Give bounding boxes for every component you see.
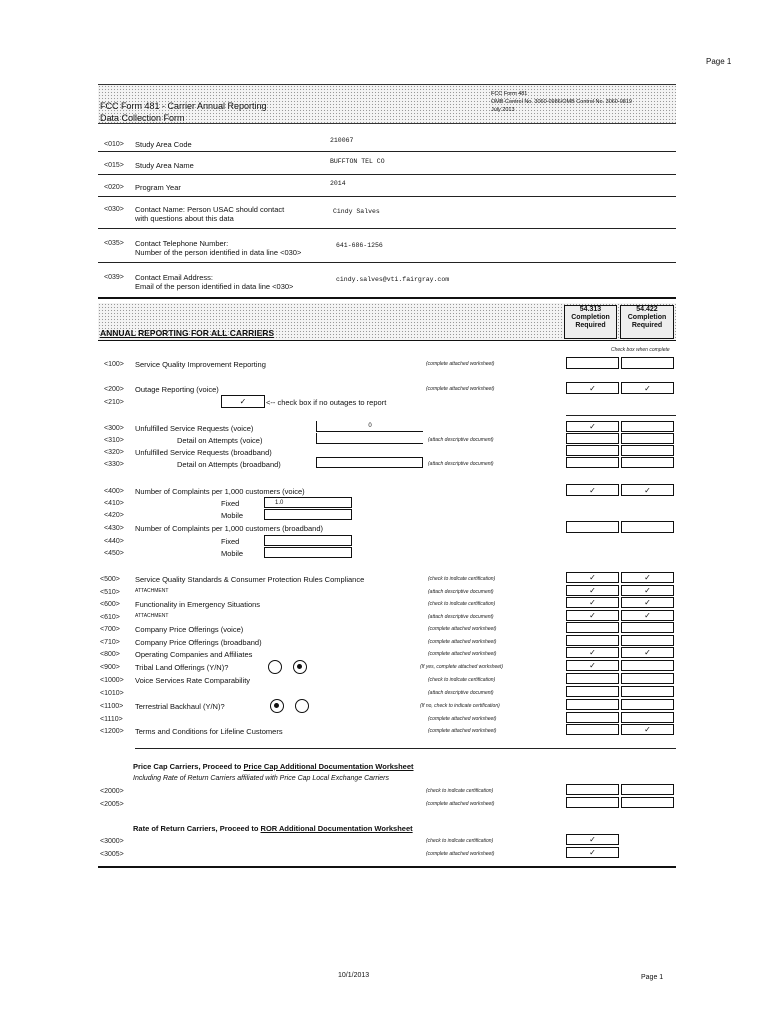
annual-reporting-title: ANNUAL REPORTING FOR ALL CARRIERS [100,328,275,338]
contact-phone-value[interactable]: 641-686-1256 [336,242,383,249]
pricecap-heading [133,763,414,771]
line-label: Company Price Offerings (voice) [135,625,244,634]
checkbox-700-54422-disabled [621,622,674,633]
checkbox-200-54313[interactable] [566,382,619,394]
check-icon: ✓ [644,725,651,734]
line-note: (complete attached worksheet) [428,626,497,632]
line-note: (complete attached worksheet) [428,639,497,645]
line-label: Company Price Offerings (broadband) [135,638,262,647]
backhaul-no-radio[interactable] [295,699,309,713]
checkbox-100-54313[interactable] [566,357,619,369]
unfulfilled-voice-value: 0 [368,423,372,429]
no-outages-checkbox[interactable] [221,395,265,408]
line-code: <1010> [100,690,124,697]
checkbox-2005-54313[interactable] [566,797,619,808]
line-note: (attach descriptive document) [428,614,494,620]
complaints-broadband-fixed-input[interactable] [264,535,352,546]
checkbox-500-54313[interactable] [566,572,619,583]
line-code: <310> [104,437,124,444]
study-area-code-value[interactable]: 210067 [330,137,354,144]
checkbox-1100-54422-disabled [621,699,674,710]
line-code: <600> [100,601,120,608]
program-year-value[interactable]: 2014 [330,180,346,187]
annual-reporting-header [98,303,676,341]
line-note: (check to indicate certification) [428,677,496,683]
check-icon: ✓ [589,573,596,582]
checkbox-400-54313[interactable] [566,484,619,496]
complaints-voice-mobile-input[interactable] [264,509,352,520]
checkbox-800-54422[interactable] [621,647,674,658]
checkbox-510-54422[interactable] [621,585,674,596]
line-note: (complete attached worksheet) [426,361,495,367]
checkbox-430-54422[interactable] [621,521,674,533]
checkbox-610-54422[interactable] [621,610,674,621]
line-code: <039> [104,274,124,281]
checkbox-100-54422-disabled [621,357,674,369]
line-label: Functionality in Emergency Situations [135,600,261,609]
line-label: Voice Services Rate Comparability [135,676,251,685]
line-label: Tribal Land Offerings (Y/N)? [135,663,229,672]
line-code: <3005> [100,851,124,858]
line-code: <450> [104,550,124,557]
line-label: Program Year [135,183,181,192]
checkbox-400-54422[interactable] [621,484,674,496]
line-code: <210> [104,399,124,406]
line-note: (check to indicate certification) [428,601,496,607]
check-icon: ✓ [644,573,651,582]
checkbox-3005-54313[interactable] [566,847,619,858]
check-icon: ✓ [589,661,596,670]
line-label: Operating Companies and Affiliates [135,650,253,659]
line-code: <440> [104,538,124,545]
line-note: (complete attached worksheet) [426,386,495,392]
pricecap-worksheet-link[interactable]: Price Cap Additional Documentation Worksheet [243,762,414,771]
checkbox-900-54313[interactable] [566,660,619,671]
col-54313-header [564,305,617,339]
check-icon: ✓ [589,611,596,620]
line-label: Unfulfilled Service Requests (broadband) [135,448,272,457]
line-note: (check to indicate certification) [428,576,496,582]
form-date: July 2013 [491,107,515,113]
checkbox-1000-54422-disabled [621,673,674,684]
checkbox-700-54313[interactable] [566,622,619,633]
line-note: (If no, check to indicate certification) [420,703,500,709]
tribal-yes-radio[interactable] [268,660,282,674]
line-note: (attach descriptive document) [428,690,494,696]
line-code: <330> [104,461,124,468]
line-label: Contact Email Address: [135,273,213,282]
line-label: Detail on Attempts (voice) [177,436,263,445]
line-code: <400> [104,488,124,495]
line-label: Number of Complaints per 1,000 customers (broadband) [135,524,324,533]
line-code: <500> [100,576,120,583]
line-label: Fixed [221,537,240,546]
check-icon: ✓ [239,397,247,406]
ror-worksheet-link[interactable]: ROR Additional Documentation Worksheet [260,824,413,833]
check-icon: ✓ [589,598,596,607]
col-54422-label: Completion [627,314,667,322]
checkbox-330-54422-disabled [621,457,674,468]
line-code: <100> [104,361,124,368]
checkbox-330-54313[interactable] [566,457,619,468]
line-code: <1100> [100,703,124,710]
line-label: Unfulfilled Service Requests (voice) [135,424,254,433]
study-area-name-value[interactable]: BUFFTON TEL CO [330,158,385,165]
checkbox-300-54422-disabled [621,421,674,432]
checkbox-2000-54313[interactable] [566,784,619,795]
col-54422-header [620,305,674,339]
line-label: Number of Complaints per 1,000 customers (voice) [135,487,305,496]
line-note: (check to indicate certification) [426,838,494,844]
detail-broadband-input[interactable] [316,457,423,468]
line-label: Study Area Name [135,161,194,170]
checkbox-800-54313[interactable] [566,647,619,658]
line-note: (If yes, complete attached worksheet) [420,664,504,670]
tribal-no-radio[interactable] [293,660,307,674]
checkbox-1010-54313[interactable] [566,686,619,697]
line-code: <015> [104,162,124,169]
line-code: <800> [100,651,120,658]
checkbox-1010-54422-disabled [621,686,674,697]
col-54313-required: Required [575,322,606,330]
checkbox-710-54313[interactable] [566,635,619,646]
unfulfilled-voice-input[interactable] [316,421,423,432]
checkbox-500-54422[interactable] [621,572,674,583]
line-code: <2005> [100,801,124,808]
checkbox-3000-54313[interactable] [566,834,619,845]
check-icon: ✓ [589,383,596,393]
line-sublabel: with questions about this data [135,214,234,223]
checkbox-2000-54422-disabled [621,784,674,795]
line-label: Outage Reporting (voice) [135,385,219,394]
line-label: Service Quality Standards & Consumer Protection Rules Compliance [135,575,365,584]
line-code: <200> [104,386,124,393]
line-code: <3000> [100,838,124,845]
checkbox-310-54422-disabled [621,433,674,444]
ror-heading [133,825,413,833]
line-label: Service Quality Improvement Reporting [135,360,266,369]
line-label: Detail on Attempts (broadband) [177,460,281,469]
form-subtitle: Data Collection Form [100,113,185,123]
pricecap-subheading: Including Rate of Return Carriers affiliated with Price Cap Local Exchange Carriers [133,775,390,782]
line-code: <900> [100,664,120,671]
check-icon: ✓ [644,485,651,495]
col-54313-number: 54.313 [579,306,602,313]
detail-voice-input[interactable] [316,433,423,444]
line-code: <1000> [100,677,124,684]
checkbox-320-54422-disabled [621,445,674,456]
complaints-broadband-mobile-input[interactable] [264,547,352,558]
checkbox-200-54422[interactable] [621,382,674,394]
check-note: Check box when complete [611,347,670,353]
checkbox-710-54422-disabled [621,635,674,646]
checkbox-610-54313[interactable] [566,610,619,621]
check-icon: ✓ [589,422,596,431]
omb-control: OMB Control No. 3060-0986/OMB Control No. 3060-0819 [491,99,632,105]
line-note: (attach descriptive document) [428,437,494,443]
checkbox-600-54313[interactable] [566,597,619,608]
line-code: <320> [104,449,124,456]
attachment-label: ATTACHMENT [135,613,169,619]
check-icon: ✓ [589,648,596,657]
checkbox-1110-54313[interactable] [566,712,619,723]
line-code: <710> [100,639,120,646]
line-code: <610> [100,614,120,621]
line-sublabel: Number of the person identified in data line <030> [135,248,302,257]
pricecap-heading-text: Price Cap Carriers, Proceed to [133,762,242,771]
ror-heading-text: Rate of Return Carriers, Proceed to [133,824,259,833]
line-code: <1200> [100,728,124,735]
attachment-label: ATTACHMENT [135,588,169,594]
line-code: <1110> [100,716,123,723]
check-icon: ✓ [589,586,596,595]
line-note: (complete attached worksheet) [428,651,497,657]
form-title: FCC Form 481 - Carrier Annual Reporting [100,101,267,111]
line-code: <010> [104,141,124,148]
line-note: (complete attached worksheet) [428,716,497,722]
check-icon: ✓ [644,383,651,393]
checkbox-600-54422[interactable] [621,597,674,608]
line-code: <035> [104,240,124,247]
footer-date: 10/1/2013 [338,972,370,979]
line-label: Contact Telephone Number: [135,239,229,248]
check-icon: ✓ [589,485,596,495]
line-code: <410> [104,500,124,507]
col-54313-label: Completion [571,314,610,322]
line-label: Study Area Code [135,140,192,149]
line-label: Terrestrial Backhaul (Y/N)? [135,702,225,711]
line-label: Mobile [221,549,244,558]
line-sublabel: Email of the person identified in data line <030> [135,282,294,291]
line-code: <420> [104,512,124,519]
checkbox-1000-54313[interactable] [566,673,619,684]
line-code: <700> [100,626,120,633]
line-note: (attach descriptive document) [428,461,494,467]
line-code: <020> [104,184,124,191]
form-number: FCC Form 481 [491,91,528,97]
line-note: (complete attached worksheet) [428,728,497,734]
col-54422-required: Required [631,322,663,330]
checkbox-2005-54422-disabled [621,797,674,808]
line-note: (check to indicate certification) [426,788,494,794]
checkbox-1110-54422-disabled [621,712,674,723]
contact-email-value[interactable]: cindy.salves@vti.fairgray.com [336,276,450,283]
checkbox-310-54313[interactable] [566,433,619,444]
check-icon: ✓ [644,611,651,620]
line-label: Fixed [221,499,240,508]
line-code: <030> [104,206,124,213]
line-note: (complete attached worksheet) [426,801,495,807]
line-note: (attach descriptive document) [428,589,494,595]
checkbox-1100-54313[interactable] [566,699,619,710]
checkbox-320-54313[interactable] [566,445,619,456]
checkbox-1200-54422[interactable] [621,724,674,735]
no-outages-label: <-- check box if no outages to report [266,398,387,407]
line-note: (complete attached worksheet) [426,851,495,857]
line-code: <430> [104,525,124,532]
line-label: Contact Name: Person USAC should contact [135,205,285,214]
check-icon: ✓ [644,648,651,657]
check-icon: ✓ [644,586,651,595]
checkbox-510-54313[interactable] [566,585,619,596]
footer-page: Page 1 [641,974,664,981]
check-icon: ✓ [589,835,596,844]
form-header [98,84,676,124]
contact-name-value[interactable]: Cindy Salves [333,208,380,215]
backhaul-yes-radio[interactable] [270,699,284,713]
col-54422-number: 54.422 [636,306,658,313]
check-icon: ✓ [644,598,651,607]
line-label: Terms and Conditions for Lifeline Customers [135,727,283,736]
checkbox-1200-54313-disabled [566,724,619,735]
check-icon: ✓ [589,848,596,857]
checkbox-430-54313[interactable] [566,521,619,533]
line-label: Mobile [221,511,244,520]
line-code: <2000> [100,788,124,795]
checkbox-900-54422-disabled [621,660,674,671]
complaints-voice-fixed-value: 1.0 [275,499,284,506]
line-code: <300> [104,425,124,432]
complaints-voice-fixed-input[interactable] [264,497,352,508]
line-code: <510> [100,589,120,596]
checkbox-300-54313[interactable] [566,421,619,432]
page-label: Page 1 [706,57,732,66]
